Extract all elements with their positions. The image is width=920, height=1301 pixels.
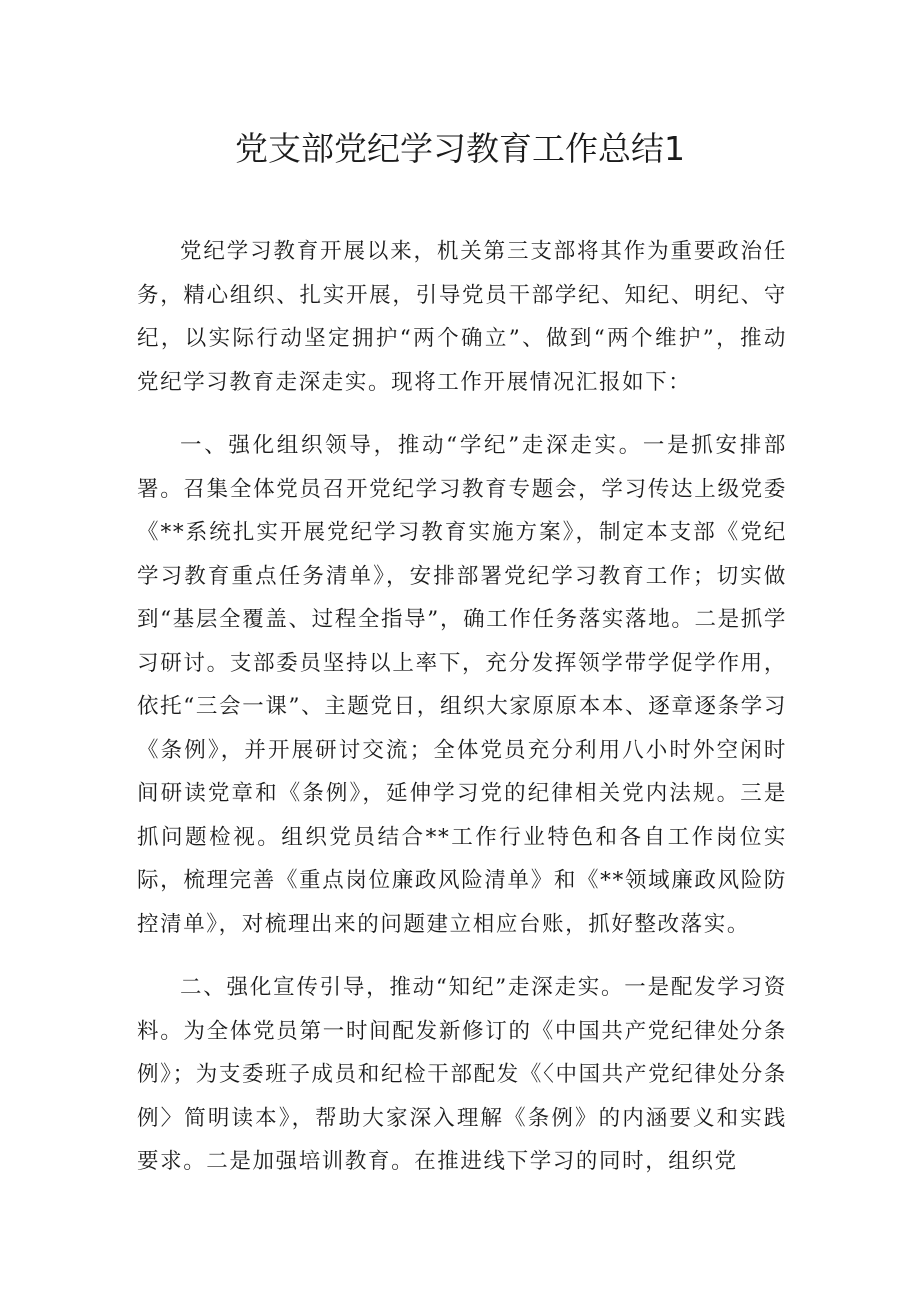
paragraph-section-2: 二、强化宣传引导，推动“知纪”走深走实。一是配发学习资料。为全体党员第一时间配发新修订的《中国共产党纪律处分条例》；为支委班子成员和纪检干部配发《〈中国共产党纪律处分条例〉简明读本》，帮助大家深入理解《条例》的内涵要义和实践要求。二是加强培训教育。在推进线下学习的同时，组织党 bbox=[137, 975, 787, 1174]
paragraph-intro: 党纪学习教育开展以来，机关第三支部将其作为重要政治任务，精心组织、扎实开展，引导党员干部学纪、知纪、明纪、守纪，以实际行动坚定拥护“两个确立”、做到“两个维护”，推动党纪学习教育走深走实。现将工作开展情况汇报如下： bbox=[137, 239, 787, 395]
document-body bbox=[137, 230, 787, 1204]
paragraph-section-1: 一、强化组织领导，推动“学纪”走深走实。一是抓安排部署。召集全体党员召开党纪学习教育专题会，学习传达上级党委《**系统扎实开展党纪学习教育实施方案》，制定本支部《党纪学习教育重点任务清单》，安排部署党纪学习教育工作；切实做到“基层全覆盖、过程全指导”，确工作任务落实落地。二是抓学习研讨。支部委员坚持以上率下，充分发挥领学带学促学作用，依托“三会一课”、主题党日，组织大家原原本本、逐章逐条学习《条例》，并开展研讨交流；全体党员充分利用八小时外空闲时间研读党章和《条例》，延伸学习党的纪律相关党内法规。三是抓问题检视。组织党员结合**工作行业特色和各自工作岗位实际，梳理完善《重点岗位廉政风险清单》和《**领域廉政风险防控清单》，对梳理出来的问题建立相应台账，抓好整改落实。 bbox=[137, 433, 787, 937]
document-title: 党支部党纪学习教育工作总结1 bbox=[235, 129, 685, 168]
